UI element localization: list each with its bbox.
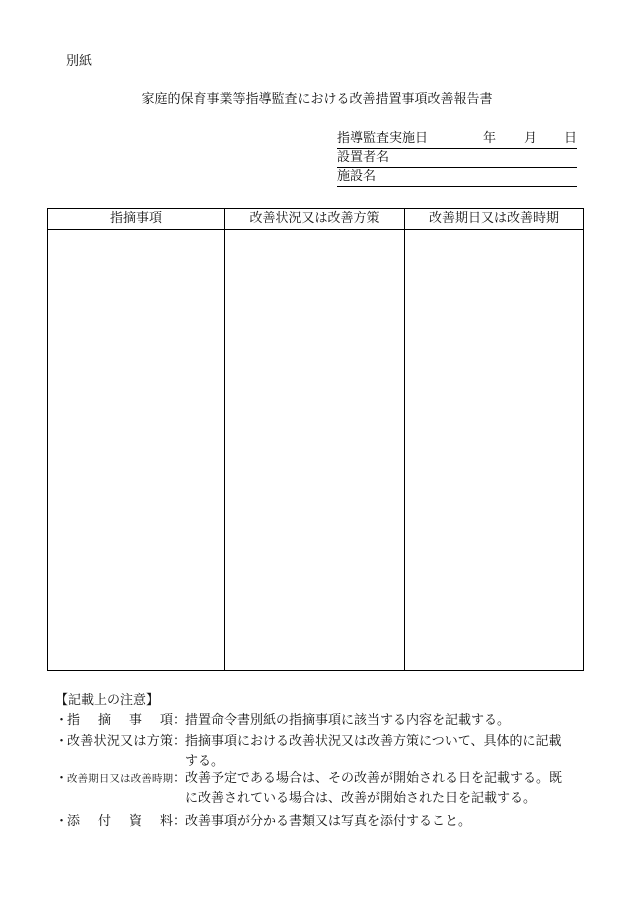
- column-header-improvement-date: 改善期日又は改善時期: [405, 209, 584, 230]
- improvement-status-cell: [225, 230, 405, 671]
- report-table: [47, 208, 584, 671]
- inspection-date-field: [337, 130, 577, 149]
- note-text: [185, 769, 585, 809]
- day-mark: 日: [564, 131, 578, 146]
- note-text: [185, 711, 585, 731]
- note-text: [185, 732, 585, 772]
- establisher-field: [337, 149, 577, 168]
- facility-label: 施設名: [337, 169, 377, 184]
- table-body-row: [48, 230, 584, 671]
- attachment-label: 別紙: [66, 54, 93, 69]
- note-label-improvement-status: 改善状況又は方策: [67, 734, 173, 749]
- column-header-findings: 指摘事項: [48, 209, 225, 230]
- note-text-line: 指摘事項における改善状況又は改善方策について、具体的に記載: [185, 734, 562, 749]
- column-header-improvement-status: 改善状況又は改善方策: [225, 209, 405, 230]
- improvement-date-cell: [405, 230, 584, 671]
- note-bullet: ・: [55, 771, 69, 786]
- note-bullet: ・: [55, 814, 69, 829]
- document-title: 家庭的保育事業等指導監査における改善措置事項改善報告書: [141, 92, 493, 107]
- note-text-line: 措置命令書別紙の指摘事項に該当する内容を記載する。: [185, 713, 511, 728]
- note-label-attachments: 添 付 資 料: [67, 814, 173, 829]
- note-label-findings: 指 摘 事 項: [67, 713, 173, 728]
- note-colon: ：: [173, 734, 187, 749]
- notes-heading: 【記載上の注意】: [55, 693, 160, 708]
- year-mark: 年: [483, 131, 497, 146]
- note-text-line: に改善されている場合は、改善が開始された日を記載する。: [185, 791, 537, 806]
- note-colon: ：: [173, 713, 187, 728]
- month-mark: 月: [524, 131, 538, 146]
- note-bullet: ・: [55, 734, 69, 749]
- note-label-improvement-date: 改善期日又は改善時期: [67, 773, 173, 785]
- note-colon: ：: [173, 814, 187, 829]
- note-colon: ：: [173, 771, 187, 786]
- note-text-line: 改善予定である場合は、その改善が開始される日を記載する。既: [185, 771, 563, 786]
- note-bullet: ・: [55, 713, 69, 728]
- note-text-line: 改善事項が分かる書類又は写真を添付すること。: [185, 814, 472, 829]
- facility-field: [337, 168, 577, 187]
- establisher-label: 設置者名: [337, 150, 390, 165]
- header-fields: [337, 130, 577, 188]
- note-text: [185, 812, 585, 832]
- note-text-line: する。: [185, 754, 225, 769]
- inspection-date-label: 指導監査実施日: [337, 131, 429, 146]
- table-header-row: [48, 209, 584, 230]
- findings-cell: [48, 230, 225, 671]
